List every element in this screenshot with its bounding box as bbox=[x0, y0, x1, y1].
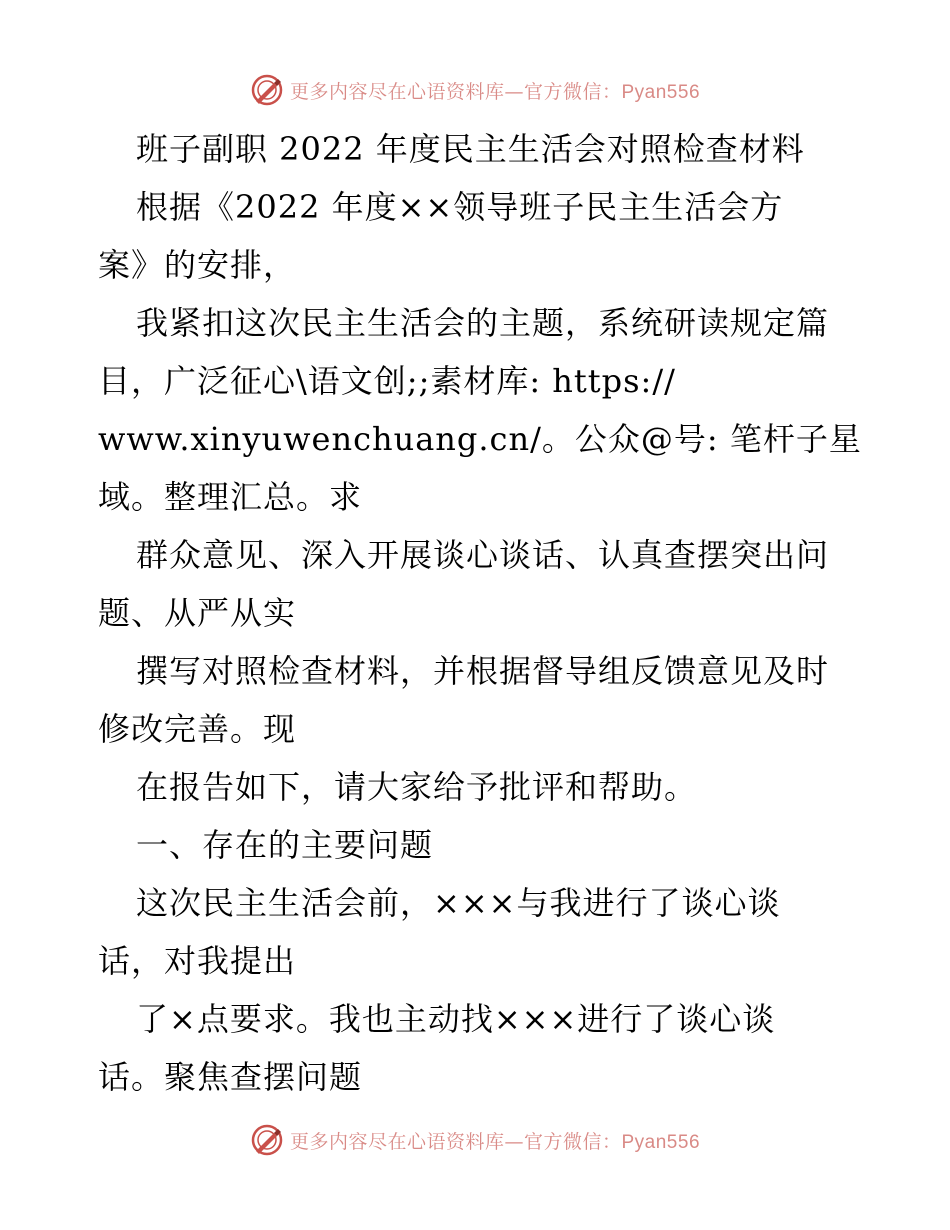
text-line: 目，广泛征心\语文创;;素材库: https:// bbox=[98, 362, 676, 400]
text-line: 班子副职 2022 年度民主生活会对照检查材料 bbox=[136, 130, 805, 168]
watermark-text bbox=[290, 1127, 700, 1154]
pen-logo-icon bbox=[250, 73, 284, 107]
text-line: www.xinyuwenchuang.cn/。公众@号: 笔杆子星 bbox=[98, 420, 862, 458]
text-line: 一、存在的主要问题 bbox=[136, 826, 434, 864]
text-line: 题、从严从实 bbox=[98, 594, 297, 632]
text-line: 群众意见、深入开展谈心谈话、认真查摆突出问 bbox=[136, 536, 830, 574]
text-line: 话。聚焦查摆问题 bbox=[98, 1058, 363, 1096]
text-line: 这次民主生活会前，×××与我进行了谈心谈 bbox=[136, 884, 781, 922]
watermark-wechat-id: Pyan556 bbox=[621, 81, 701, 103]
text-line: 撰写对照检查材料，并根据督导组反馈意见及时 bbox=[136, 652, 830, 690]
pen-logo-icon bbox=[250, 1123, 284, 1157]
text-line: 话，对我提出 bbox=[98, 942, 297, 980]
watermark-wechat-id: Pyan556 bbox=[621, 1131, 701, 1153]
document-body bbox=[98, 120, 862, 1106]
footer-watermark bbox=[0, 1120, 950, 1160]
text-line: 根据《2022 年度××领导班子民主生活会方 bbox=[136, 188, 784, 226]
text-line: 案》的安排， bbox=[98, 246, 297, 284]
watermark-label: 更多内容尽在心语资料库—官方微信： bbox=[289, 80, 622, 103]
header-watermark bbox=[0, 70, 950, 110]
text-line: 域。整理汇总。求 bbox=[98, 478, 363, 516]
text-line: 在报告如下，请大家给予批评和帮助。 bbox=[136, 768, 698, 806]
text-line: 我紧扣这次民主生活会的主题，系统研读规定篇 bbox=[136, 304, 830, 342]
watermark-text bbox=[290, 77, 700, 104]
text-line: 了×点要求。我也主动找×××进行了谈心谈 bbox=[136, 1000, 776, 1038]
watermark-label: 更多内容尽在心语资料库—官方微信： bbox=[289, 1130, 622, 1153]
text-line: 修改完善。现 bbox=[98, 710, 297, 748]
